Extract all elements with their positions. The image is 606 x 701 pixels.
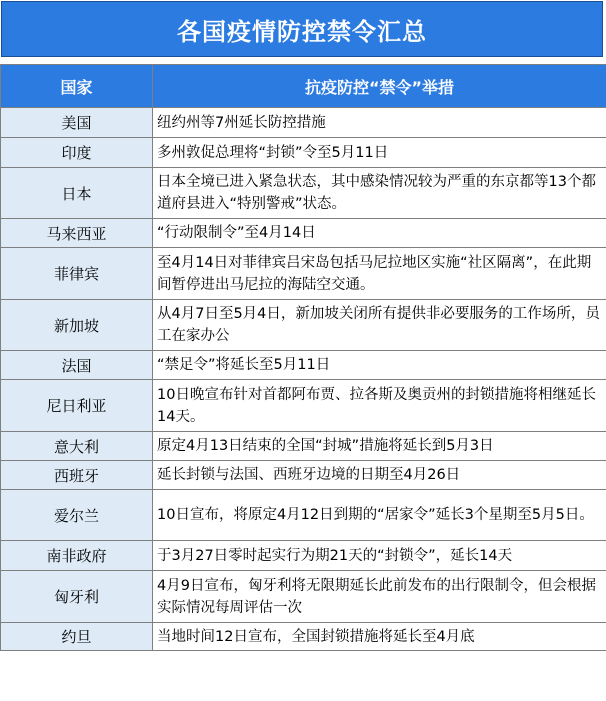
country-cell: 意大利 <box>1 432 153 461</box>
title-banner <box>1 1 603 57</box>
country-cell: 印度 <box>1 138 153 168</box>
header-country: 国家 <box>1 65 153 108</box>
measure-cell: 当地时间12日宣布，全国封锁措施将延长至4月底 <box>153 623 606 651</box>
table-row <box>1 219 606 248</box>
country-cell: 马来西亚 <box>1 219 153 248</box>
table-header-row <box>1 65 606 108</box>
table-row <box>1 300 606 351</box>
table-row <box>1 248 606 300</box>
table-row <box>1 623 606 651</box>
table-row <box>1 168 606 219</box>
country-cell: 新加坡 <box>1 300 153 351</box>
measure-cell: 多州敦促总理将“封锁”令至5月11日 <box>153 138 606 168</box>
measure-cell: “行动限制令”至4月14日 <box>153 219 606 248</box>
measure-cell: 纽约州等7州延长防控措施 <box>153 108 606 138</box>
measure-cell: 10日宣布，将原定4月12日到期的“居家令”延长3个星期至5月5日。 <box>153 490 606 541</box>
measure-cell: 至4月14日对菲律宾吕宋岛包括马尼拉地区实施“社区隔离”，在此期间暂停进出马尼拉的海陆空交通。 <box>153 248 606 300</box>
measure-cell: 原定4月13日结束的全国“封城”措施将延长到5月3日 <box>153 432 606 461</box>
table-row <box>1 490 606 541</box>
country-cell: 约旦 <box>1 623 153 651</box>
measures-table <box>0 64 606 651</box>
measure-cell: 从4月7日至5月4日，新加坡关闭所有提供非必要服务的工作场所，员工在家办公 <box>153 300 606 351</box>
country-cell: 匈牙利 <box>1 571 153 623</box>
table-row <box>1 380 606 432</box>
country-cell: 日本 <box>1 168 153 219</box>
table-row <box>1 461 606 490</box>
measure-cell: 于3月27日零时起实行为期21天的“封锁令”，延长14天 <box>153 541 606 571</box>
country-cell: 尼日利亚 <box>1 380 153 432</box>
measure-cell: 延长封锁与法国、西班牙边境的日期至4月26日 <box>153 461 606 490</box>
country-cell: 南非政府 <box>1 541 153 571</box>
table-row <box>1 351 606 380</box>
country-cell: 美国 <box>1 108 153 138</box>
page-title: 各国疫情防控禁令汇总 <box>177 17 427 46</box>
country-cell: 法国 <box>1 351 153 380</box>
measure-cell: 日本全境已进入紧急状态，其中感染情况较为严重的东京都等13个都道府县进入“特别警戒”状态。 <box>153 168 606 219</box>
country-cell: 爱尔兰 <box>1 490 153 541</box>
table-row <box>1 571 606 623</box>
table-row <box>1 108 606 138</box>
header-measure: 抗疫防控“禁令”举措 <box>153 65 606 108</box>
measure-cell: “禁足令”将延长至5月11日 <box>153 351 606 380</box>
measure-cell: 4月9日宣布，匈牙利将无限期延长此前发布的出行限制令，但会根据实际情况每周评估一次 <box>153 571 606 623</box>
table-row <box>1 541 606 571</box>
table-row <box>1 432 606 461</box>
country-cell: 西班牙 <box>1 461 153 490</box>
table-body <box>1 108 606 651</box>
country-cell: 菲律宾 <box>1 248 153 300</box>
measure-cell: 10日晚宣布针对首都阿布贾、拉各斯及奥贡州的封锁措施将相继延长14天。 <box>153 380 606 432</box>
table-row <box>1 138 606 168</box>
